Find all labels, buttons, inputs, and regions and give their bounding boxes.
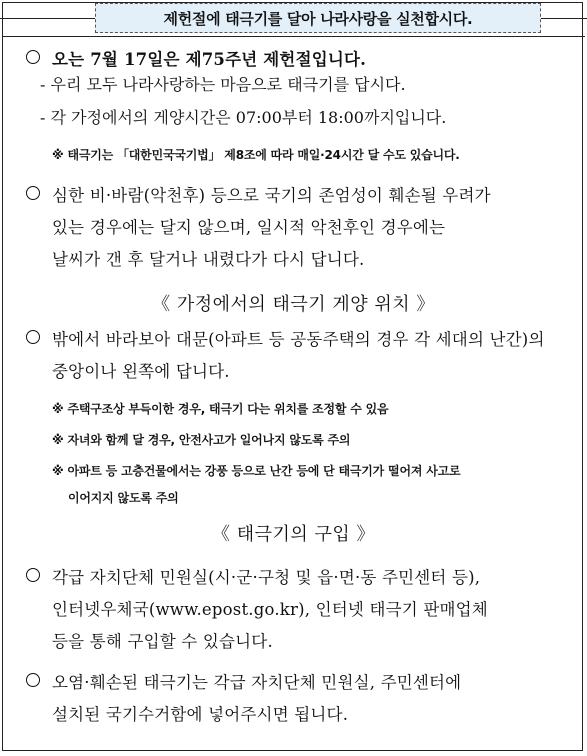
circle-bullet-icon (26, 50, 40, 64)
weather-line-2: 있는 경우에는 달지 않으며, 일시적 악천후인 경우에는 (52, 218, 446, 237)
circle-bullet-icon (26, 673, 40, 687)
notice-title-text: 제헌절에 태극기를 달아 나라사랑을 실천합시다. (163, 9, 473, 28)
circle-bullet-icon (26, 330, 40, 344)
holiday-note: ※ 태극기는 「대한민국국기법」 제8조에 따라 매일·24시간 달 수도 있습니다. (52, 148, 460, 162)
disposal-line-1: 오염·훼손된 태극기는 각급 자치단체 민원실, 주민센터에 (52, 673, 462, 692)
heading-purchase: 《 태극기의 구입 》 (212, 524, 375, 545)
section-purchase (26, 562, 488, 658)
location-note-3: ※ 아파트 등 고층건물에서는 강풍 등으로 난간 등에 단 태극기가 떨어져 사고로 (52, 464, 461, 478)
purchase-line-3: 등을 통해 구입할 수 있습니다. (52, 632, 273, 651)
weather-line-3: 날씨가 갠 후 달거나 내렸다가 다시 답니다. (52, 250, 365, 269)
purchase-line-2: 인터넷우체국(www.epost.go.kr), 인터넷 태극기 판매업체 (52, 600, 488, 619)
disposal-line-2: 설치된 국기수거함에 넣어주시면 됩니다. (52, 705, 349, 724)
section-location (26, 324, 545, 388)
location-line-2: 중앙이나 왼쪽에 답니다. (52, 362, 230, 381)
location-line-1: 밖에서 바라보아 대문(아파트 등 공동주택의 경우 각 세대의 난간)의 (52, 330, 545, 349)
notice-title (95, 3, 541, 33)
location-note-1: ※ 주택구조상 부득이한 경우, 태극기 다는 위치를 조정할 수 있음 (52, 402, 389, 416)
section-weather (26, 180, 491, 276)
heading-display-location: 《 가정에서의 태극기 게양 위치 》 (152, 294, 435, 315)
holiday-lead: 오는 7월 17일은 제75주년 제헌절입니다. (52, 50, 367, 69)
title-separator (2, 36, 585, 37)
holiday-sub-2: - 각 가정에서의 게양시간은 07:00부터 18:00까지입니다. (40, 108, 447, 127)
holiday-sub-1: - 우리 모두 나라사랑하는 마음으로 태극기를 답시다. (40, 75, 406, 94)
location-note-2: ※ 자녀와 함께 달 경우, 안전사고가 일어나지 않도록 주의 (52, 433, 351, 447)
purchase-line-1: 각급 자치단체 민원실(시·군·구청 및 읍·면·동 주민센터 등), (52, 568, 481, 587)
circle-bullet-icon (26, 186, 40, 200)
weather-line-1: 심한 비·바람(악천후) 등으로 국기의 존엄성이 훼손될 우려가 (52, 186, 491, 205)
location-note-3-cont: 이어지지 않도록 주의 (68, 491, 179, 505)
circle-bullet-icon (26, 568, 40, 582)
section-disposal (26, 667, 461, 731)
